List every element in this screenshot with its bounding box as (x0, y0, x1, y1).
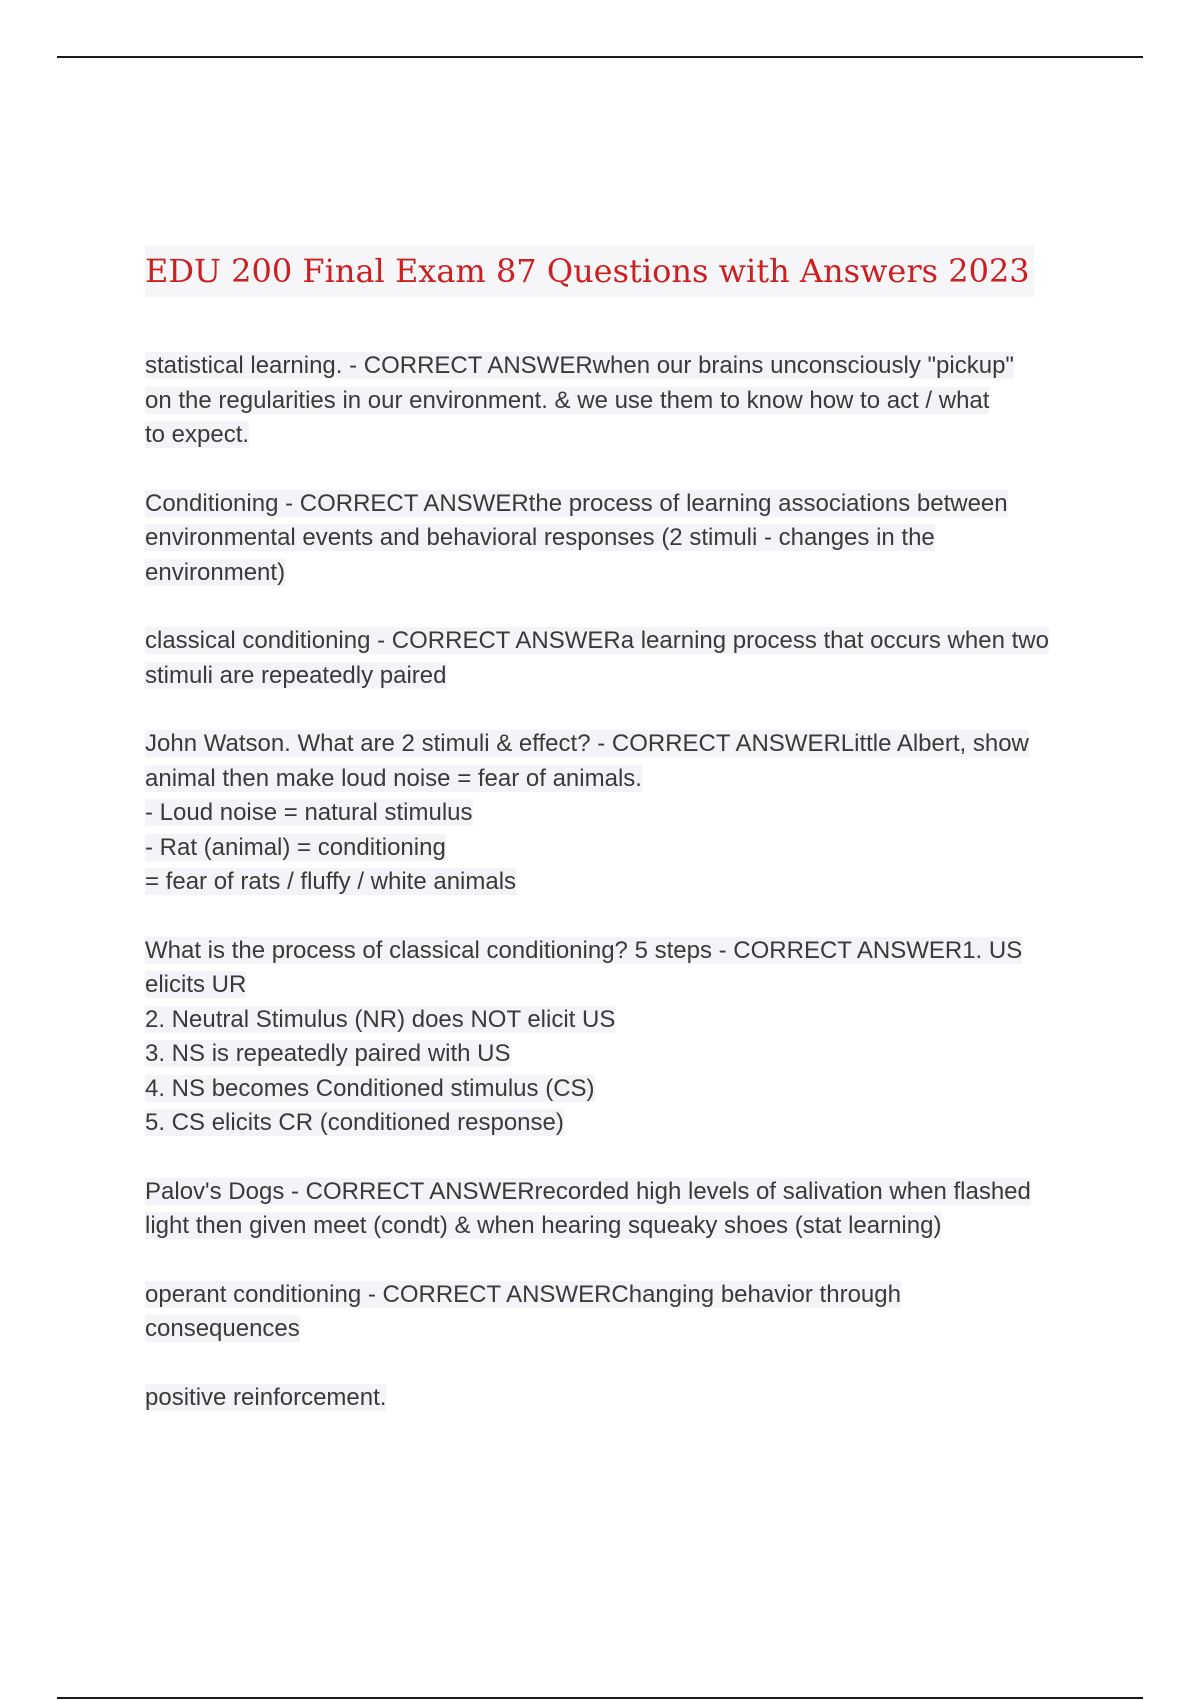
bottom-rule (57, 1697, 1143, 1699)
qa-line: operant conditioning - CORRECT ANSWERChanging behavior through (145, 1280, 901, 1308)
qa-entry (145, 487, 1090, 591)
qa-line: 5. CS elicits CR (conditioned response) (145, 1109, 564, 1136)
qa-line: classical conditioning - CORRECT ANSWERa learning process that occurs when two (145, 627, 1049, 654)
qa-entry (145, 934, 1090, 1141)
qa-entry (145, 1381, 1090, 1416)
document-body (145, 245, 1090, 1449)
qa-line: 4. NS becomes Conditioned stimulus (CS) (145, 1074, 595, 1102)
qa-line: - Rat (animal) = conditioning (145, 833, 446, 861)
qa-line: to expect. (145, 421, 250, 448)
document-title: EDU 200 Final Exam 87 Questions with Answers 2023 (145, 245, 1034, 297)
qa-line: - Loud noise = natural stimulus (145, 799, 473, 826)
qa-line: Palov's Dogs - CORRECT ANSWERrecorded high levels of salivation when flashed (145, 1177, 1031, 1205)
qa-list (145, 349, 1090, 1415)
qa-line: positive reinforcement. (145, 1383, 387, 1411)
qa-line: consequences (145, 1315, 300, 1342)
qa-line: animal then make loud noise = fear of animals. (145, 764, 642, 792)
qa-entry (145, 624, 1090, 693)
qa-line: light then given meet (condt) & when hearing squeaky shoes (stat learning) (145, 1212, 942, 1239)
qa-line: stimuli are repeatedly paired (145, 661, 447, 689)
qa-line: elicits UR (145, 971, 247, 998)
qa-line: statistical learning. - CORRECT ANSWERwhen our brains unconsciously "pickup" (145, 352, 1014, 379)
qa-entry (145, 727, 1090, 900)
qa-line: on the regularities in our environment. & we use them to know how to act / what (145, 386, 990, 414)
qa-line: 2. Neutral Stimulus (NR) does NOT elicit US (145, 1005, 616, 1033)
qa-line: What is the process of classical conditioning? 5 steps - CORRECT ANSWER1. US (145, 936, 1023, 964)
qa-line: environment) (145, 558, 286, 586)
qa-line: Conditioning - CORRECT ANSWERthe process of learning associations between (145, 489, 1008, 517)
qa-line: environmental events and behavioral responses (2 stimuli - changes in the (145, 524, 935, 551)
qa-line: John Watson. What are 2 stimuli & effect? - CORRECT ANSWERLittle Albert, show (145, 730, 1029, 757)
qa-entry (145, 1175, 1090, 1244)
qa-entry (145, 349, 1090, 453)
qa-entry (145, 1278, 1090, 1347)
top-rule (57, 56, 1143, 58)
qa-line: 3. NS is repeatedly paired with US (145, 1040, 511, 1067)
qa-line: = fear of rats / fluffy / white animals (145, 868, 517, 895)
